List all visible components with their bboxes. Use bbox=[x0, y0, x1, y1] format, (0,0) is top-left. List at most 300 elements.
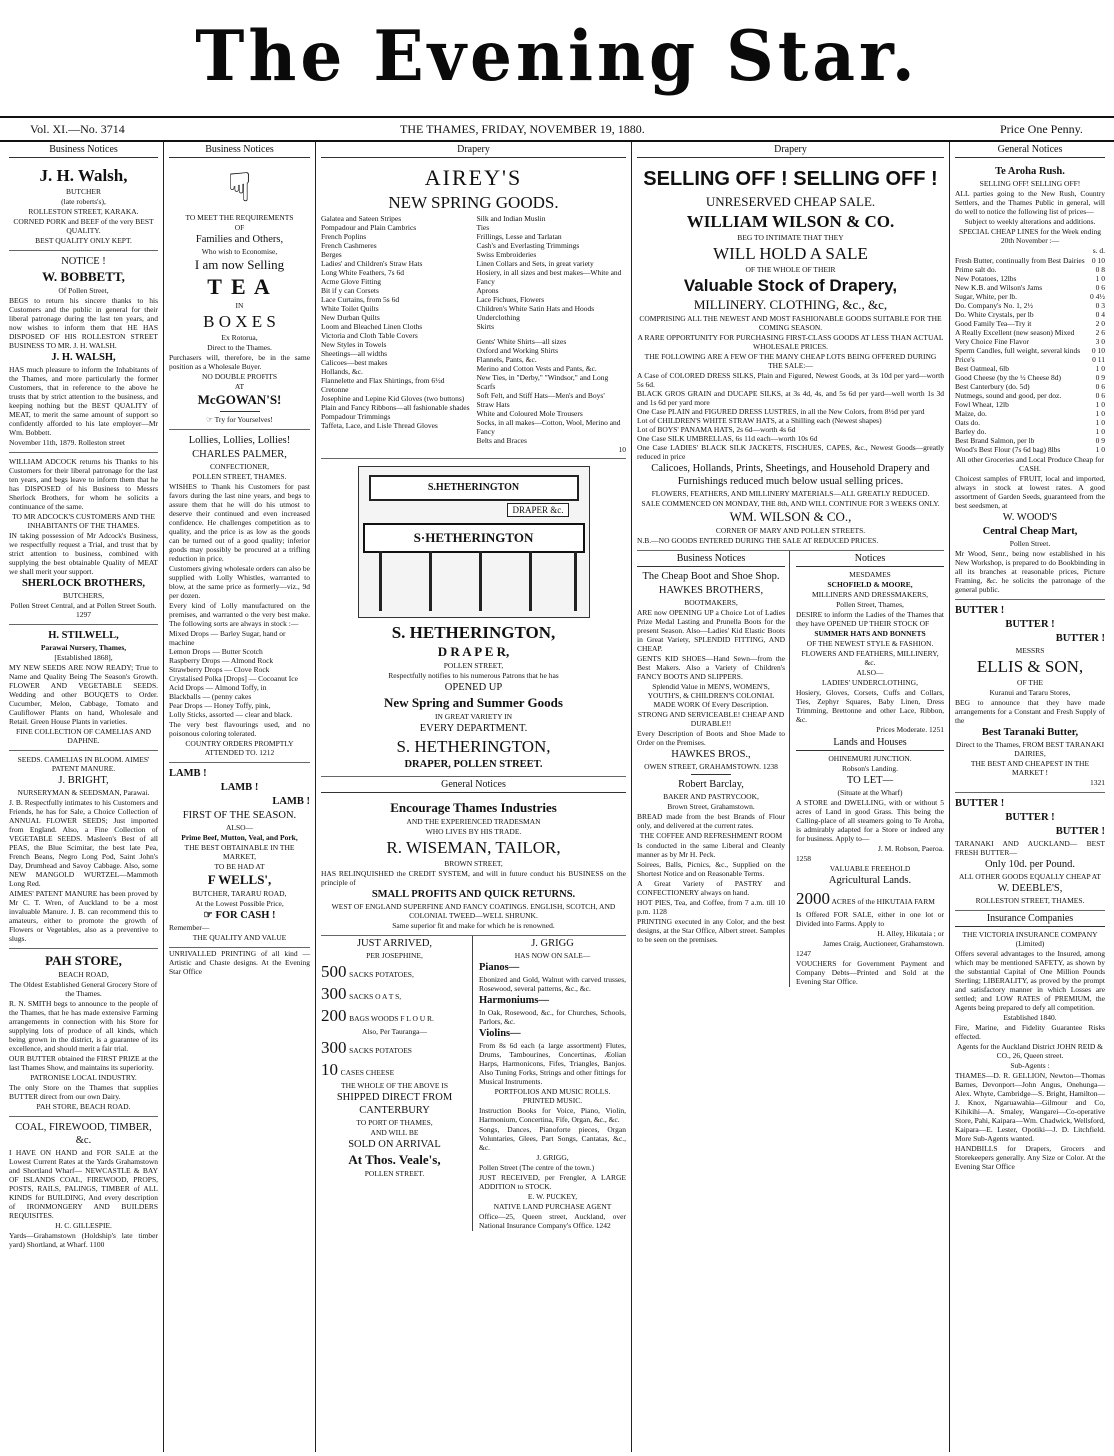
list-item: New Ties, in "Derby," "Windsor," and Long Scarfs bbox=[476, 373, 609, 391]
list-item: Josephine and Lepine Kid Gloves (two buttons) bbox=[321, 394, 465, 403]
ad-text: N.B.—NO GOODS ENTERED DURING THE SALE AT REDUCED PRICES. bbox=[637, 536, 879, 545]
ad-name: WILLIAM WILSON & CO. bbox=[686, 212, 895, 231]
list-item: Linen Collars and Sets, in great variety bbox=[476, 259, 594, 268]
ad-item: 500 SACKS POTATOES, bbox=[321, 962, 414, 981]
ad-street: BROWN STREET, bbox=[444, 859, 503, 868]
shop-illustration bbox=[358, 466, 590, 618]
price-row: Sugar, White, per lb. 0 4½ bbox=[955, 292, 1105, 301]
ad-number: 1258 bbox=[796, 854, 811, 863]
ad-text: COUNTRY ORDERS PROMPTLY ATTENDED TO. 1212 bbox=[185, 739, 294, 757]
ad-text: ☞ Try for Yourselves! bbox=[206, 415, 273, 424]
ad-headline: New Spring and Summer Goods bbox=[384, 695, 563, 710]
section-header: Business Notices bbox=[637, 551, 785, 567]
ad-headline: UNRESERVED CHEAP SALE. bbox=[705, 194, 876, 209]
ad-text: TO PORT OF THAMES, bbox=[356, 1118, 433, 1127]
price: Price One Penny. bbox=[1000, 122, 1083, 136]
walsh-ad bbox=[9, 161, 158, 251]
ad-headline: LAMB ! bbox=[272, 796, 310, 807]
list-item: BLACK GROS GRAIN and DUCAPE SILKS, at 3s 4d, 4s, and 5s 6d per yard—well worth 1s 3d and 1s 6d per yard more bbox=[637, 389, 944, 407]
ad-text: Established 1840. bbox=[1003, 1013, 1057, 1022]
price-row: Wood's Best Flour (7s 6d bag) 8lbs 1 0 bbox=[955, 445, 1105, 454]
price-row: Very Choice Fine Flavor 3 0 bbox=[955, 337, 1105, 346]
section-header: Lands and Houses bbox=[796, 735, 944, 751]
ad-headline: Agricultural Lands. bbox=[828, 875, 912, 886]
ad-body: Offers several advantages to the Insured, among which may be mentioned SAFETY, as shown by the substantial Capital of One Million Pounds Sterling; LIBERALITY, as proved by the prompt and satisfactory manner in which Losses are settled; and LOW RATES of PREMIUM, the Agents being prepared to defy all competition. bbox=[955, 949, 1105, 1012]
list-item: One Case LADIES' BLACK SILK JACKETS, FISCHUES, CAPES, &c., Newest Goods—greatly reduced in price bbox=[637, 443, 944, 461]
ad-street: POLLEN STREET, bbox=[443, 661, 504, 670]
ad-body: DESIRE to inform the Ladies of the Thames that they have OPENED UP THEIR STOCK OF bbox=[796, 610, 944, 628]
ad-text: A RARE OPPORTUNITY FOR PURCHASING FIRST-CLASS GOODS AT LESS THAN ACTUAL WHOLESALE PRICES. bbox=[637, 333, 944, 351]
list-item: Acme Glove Fitting bbox=[321, 277, 381, 286]
ad-body: From 8s 6d each (a large assortment) Flutes, Drums, Tambourines, Concertinas, Æolian Harps, Harmonicons, Fifes, Triangles, Banjos. Also Tuning Forks, Strings and other fittings for Musical Instruments. bbox=[479, 1041, 626, 1086]
list-item: Oxford and Working Shirts bbox=[476, 346, 559, 355]
ad-text: OPENED UP bbox=[444, 682, 503, 693]
pointing-hand-icon: ☞ bbox=[206, 415, 215, 424]
list-item: Cretonne bbox=[321, 385, 349, 394]
ad-text: OF THE WHOLE OF THEIR bbox=[745, 265, 836, 274]
ad-text: PER JOSEPHINE, bbox=[366, 951, 423, 960]
ad-headline: BUTTER ! bbox=[1005, 619, 1055, 630]
ad-body: TARANAKI AND AUCKLAND— BEST FRESH BUTTER— bbox=[955, 839, 1105, 857]
ad-name: H. Alley, Hikutaia ; or bbox=[877, 929, 944, 938]
ad-text: TO BE HAD AT bbox=[214, 862, 265, 871]
ad-headline: SELLING OFF ! SELLING OFF ! bbox=[643, 168, 938, 190]
ad-headline: MILLINERY. CLOTHING, &c., &c, bbox=[693, 297, 888, 312]
ad-text: AND THE EXPERIENCED TRADESMAN bbox=[406, 817, 541, 826]
ad-subtitle: Parawai Nursery, Thames, bbox=[40, 643, 127, 652]
ad-heading: SEEDS. CAMELIAS IN BLOOM. AIMES' PATENT MANURE. bbox=[17, 755, 150, 773]
ad-text: TO MEET THE REQUIREMENTS bbox=[185, 213, 294, 222]
ad-name: HAWKES BROS., bbox=[671, 749, 751, 760]
ad-trade: BUTCHERS, bbox=[62, 591, 105, 600]
ad-name: J. BRIGHT, bbox=[58, 775, 109, 786]
ad-text: OF bbox=[234, 223, 245, 232]
ad-name: E. W. PUCKEY, bbox=[527, 1192, 578, 1201]
ad-headline: NEW SPRING GOODS. bbox=[388, 193, 559, 212]
ad-address: Office—25, Queen street, Auckland, over National Insurance Company's Office. 1242 bbox=[479, 1212, 626, 1230]
ad-body: HAS RELINQUISHED the CREDIT SYSTEM, and will in future conduct his BUSINESS on the principle of bbox=[321, 869, 626, 887]
ad-text: THE FOLLOWING ARE A FEW OF THE MANY CHEAP LOTS BEING OFFERED DURING THE SALE:— bbox=[644, 352, 937, 370]
ad-text: Prime Beef, Mutton, Veal, and Pork, bbox=[181, 833, 298, 842]
columns bbox=[4, 142, 1110, 1454]
price-row: Sperm Candles, full weight, several kinds 0 10 bbox=[955, 346, 1105, 355]
ad-headline: BUTTER ! bbox=[1005, 812, 1055, 823]
ad-text: (Situate at the Wharf) bbox=[837, 788, 903, 797]
ad-name: SHERLOCK BROTHERS, bbox=[21, 578, 146, 589]
list-item: Hollands, &c. bbox=[321, 367, 363, 376]
ad-name: AIREY'S bbox=[424, 165, 523, 190]
ad-text: BEST QUALITY ONLY KEPT. bbox=[35, 236, 132, 245]
ad-headline: WILL HOLD A SALE bbox=[713, 244, 868, 263]
list-item: Mixed Drops — Barley Sugar, hand or machine bbox=[169, 629, 286, 647]
price-row: Best Canterbury (do. 5d) 0 6 bbox=[955, 382, 1105, 391]
ad-body: BREAD made from the best Brands of Flour only, and delivered at the current rates. bbox=[637, 812, 785, 830]
ad-body: OUR BUTTER obtained the FIRST PRIZE at the last Thames Show, and maintains its superiority. bbox=[9, 1054, 158, 1072]
ad-body: Fire, Marine, and Fidelity Guarantee Risks effected. bbox=[955, 1023, 1105, 1041]
newspaper-title: The Evening Star. bbox=[195, 15, 919, 97]
ad-headline: BUTTER ! bbox=[1055, 633, 1105, 644]
ad-address: ROLLESTON STREET, THAMES. bbox=[975, 896, 1085, 905]
list-item: Belts and Braces bbox=[476, 436, 527, 445]
list-item: Galatea and Sateen Stripes bbox=[321, 214, 402, 223]
column-3 bbox=[316, 142, 632, 1452]
ad-text: SALE COMMENCED ON MONDAY, THE 8th, AND WILL CONTINUE FOR 3 WEEKS ONLY. bbox=[641, 499, 940, 508]
ad-headline: Only 10d. per Pound. bbox=[984, 859, 1076, 870]
ad-number: 1321 bbox=[1090, 778, 1105, 787]
ad-text: HAS NOW ON SALE— bbox=[514, 951, 591, 960]
list-item: New Durban Quilts bbox=[321, 313, 380, 322]
lower-split bbox=[637, 551, 944, 987]
ad-item: 10 CASES CHEESE bbox=[321, 1060, 395, 1079]
ad-text: I am now Selling bbox=[194, 257, 285, 272]
pah-store-ad bbox=[9, 949, 158, 1117]
ad-text: ☞ FOR CASH ! bbox=[203, 910, 276, 921]
ad-body: WILLIAM ADCOCK returns his Thanks to his Customers for their liberal patronage for the last ten years, and begs leave to inform them that he has DISPOSED of his Business to Messrs Sherlock Brothers, for whom he solicits a continuance of the same. bbox=[9, 457, 158, 511]
wells-ad bbox=[169, 763, 310, 948]
ad-trade: BUTCHER bbox=[65, 187, 101, 196]
ad-text: OF THE NEWEST STYLE & FASHION. bbox=[806, 639, 934, 648]
list-item: Long White Feathers, 7s 6d bbox=[321, 268, 404, 277]
list-item: Loom and Bleached Linen Cloths bbox=[321, 322, 423, 331]
ad-text: WHO LIVES BY HIS TRADE. bbox=[425, 827, 522, 836]
ad-item: 300 SACKS POTATOES bbox=[321, 1038, 412, 1057]
ad-text: STRONG AND SERVICEABLE! CHEAP AND DURABLE!! bbox=[637, 710, 785, 728]
ad-body: Is Offered FOR SALE, either in one lot or Divided into Farms. Apply to bbox=[796, 910, 944, 928]
price-row: Do. Company's No. 1, 2½ 0 3 bbox=[955, 301, 1105, 310]
list-item: Raspberry Drops — Almond Rock bbox=[169, 656, 274, 665]
ad-body: ALL parties going to the New Rush, Country Settlers, and the Thames Public in general, will do well to notice the following list of prices— bbox=[955, 189, 1105, 216]
list-item: Swiss Embroideries bbox=[476, 250, 537, 259]
ad-body: HANDBILLS for Drapers, Grocers and Storekeepers generally. Any Size or Color. At the Evening Star Office bbox=[955, 1144, 1105, 1171]
ad-trade: CONFECTIONER, bbox=[210, 462, 269, 471]
list-item: Strawberry Drops — Clove Rock bbox=[169, 665, 270, 674]
issue-date: THE THAMES, FRIDAY, NOVEMBER 19, 1880. bbox=[400, 122, 645, 136]
hawkes-column bbox=[637, 551, 790, 987]
ad-name: At Thos. Veale's, bbox=[348, 1152, 441, 1167]
ad-street: Of Pollen Street, bbox=[58, 286, 109, 295]
wood-ad bbox=[955, 161, 1105, 600]
list-item: French Poplins bbox=[321, 232, 367, 241]
list-item: Victoria and Cloth Table Covers bbox=[321, 331, 418, 340]
list-item: White and Coloured Mole Trousers bbox=[476, 409, 583, 418]
ad-headline: BUTTER ! bbox=[1055, 826, 1105, 837]
price-row: Maize, do. 1 0 bbox=[955, 409, 1105, 418]
ad-text: Direct to the Thames, FROM BEST TARANAKI DAIRIES, bbox=[955, 740, 1105, 758]
list-item: Lace Curtains, from 5s 6d bbox=[321, 295, 400, 304]
ad-headline: SUMMER HATS AND BONNETS bbox=[814, 629, 926, 638]
ad-subhead: Violins— bbox=[479, 1028, 521, 1039]
ad-street: Pollen Street, Thames, bbox=[836, 600, 904, 609]
bright-ad bbox=[9, 751, 158, 949]
ad-name: WM. WILSON & CO., bbox=[729, 509, 852, 524]
quantity: 300 bbox=[321, 984, 347, 1003]
ad-name: J. H. WALSH, bbox=[51, 352, 116, 363]
ad-text: Sub-Agents : bbox=[1010, 1061, 1050, 1070]
list-item: Acid Drops — Almond Toffy, in bbox=[169, 683, 267, 692]
ad-body: In Oak, Rosewood, &c., for Churches, Schools, Parlors, &c. bbox=[479, 1008, 626, 1026]
price-row: Good Family Tea—Try it 2 0 bbox=[955, 319, 1105, 328]
ad-headline: Valuable Stock of Drapery, bbox=[683, 276, 898, 295]
price-row: Price's 0 11 bbox=[955, 355, 1105, 364]
price-row: Prime salt do. 0 8 bbox=[955, 265, 1105, 274]
list-item: Aprons bbox=[476, 286, 499, 295]
ad-headline: Lollies, Lollies, Lollies! bbox=[188, 435, 291, 446]
ad-street: Pollen Street. bbox=[1009, 539, 1051, 548]
ad-street: BEACH ROAD, bbox=[58, 970, 109, 979]
ad-body: The very best flavourings used, and no poisonous coloring tolerated. bbox=[169, 720, 310, 738]
list-item: Lot of CHILDREN'S WHITE STRAW HATS, at a Shilling each (Newest shapes) bbox=[637, 416, 882, 425]
adcock-ad bbox=[9, 453, 158, 625]
ad-body: A Great Variety of PASTRY and CONFECTIONERY always on hand. bbox=[637, 879, 785, 897]
ad-address: PAH STORE, BEACH ROAD. bbox=[36, 1102, 131, 1111]
ad-body: HAS much pleasure to inform the Inhabitants of the Thames, and more particularly the former Customers, that in reference to the above he trusts that by strict attention to the business, and keeping nothing but the BEST QUALITY of MEAT, to merit the same amount of support so confidently afforded to his late employer—Mr Wm. Bobbett. bbox=[9, 365, 158, 437]
ad-text: SHIPPED DIRECT FROM CANTERBURY bbox=[336, 1092, 453, 1116]
quantity: 2000 bbox=[796, 889, 830, 908]
palmer-ad bbox=[169, 430, 310, 763]
ad-text: NO DOUBLE PROFITS bbox=[201, 372, 277, 381]
ad-headline: Best Taranaki Butter, bbox=[981, 727, 1079, 738]
shop-roof-sign: S.HETHERINGTON bbox=[369, 475, 579, 501]
quantity: 500 bbox=[321, 962, 347, 981]
ad-text: SPECIAL CHEAP LINES for the Week ending 20th November :— bbox=[958, 227, 1102, 245]
ad-name: McGOWAN'S! bbox=[197, 392, 282, 407]
list-item: Bit if y can Corsets bbox=[321, 286, 379, 295]
ad-body: BEGS to return his sincere thanks to his Customers and the public in general for their liberal patronage during the last ten years, and now wishes to inform them that HE HAS DISPOSED OF HIS ROLLESTON STREET BUSINESS TO MR. J. H. WALSH. bbox=[9, 296, 158, 350]
list-item: Lot of BOYS' PANAMA HATS, 2s 6d—worth 4s 6d bbox=[637, 425, 796, 434]
ad-item: 200 BAGS WOODS F L O U R. bbox=[321, 1006, 434, 1025]
mcgowan-ad bbox=[169, 161, 310, 430]
list-item: Pear Drops — Honey Toffy, pink, bbox=[169, 701, 271, 710]
ad-heading: PATRONISE LOCAL INDUSTRY. bbox=[30, 1073, 137, 1082]
ad-body: Songs, Dances, Pianoforte pieces, Organ Voluntaries, Glees, Part Songs, Cantatas, &c., &c. bbox=[479, 1125, 626, 1152]
airey-goods-list bbox=[321, 214, 626, 454]
pointing-hand-icon: ☟ bbox=[227, 165, 252, 210]
victoria-insurance-ad bbox=[955, 930, 1105, 1171]
ad-street: ROLLESTON STREET, KARAKA. bbox=[28, 207, 139, 216]
list-item: Pompadour and Plain Cambrics bbox=[321, 223, 417, 232]
list-item: Crystalised Polka [Drops] — Cocoanut Ice bbox=[169, 674, 298, 683]
list-item: Lemon Drops — Butter Scotch bbox=[169, 647, 263, 656]
list-item: Flannels, Pants, &c. bbox=[476, 355, 537, 364]
ad-street: POLLEN STREET, THAMES. bbox=[192, 472, 287, 481]
list-item: Hosiery, in all sizes and best makes—White and Fancy bbox=[476, 268, 622, 286]
ad-text: Also, Per Tauranga— bbox=[362, 1027, 427, 1036]
ad-name: J. H. Walsh, bbox=[39, 166, 128, 185]
column-1 bbox=[4, 142, 164, 1452]
ad-headline: BUTTER ! bbox=[955, 605, 1005, 616]
ad-name: R. WISEMAN, TAILOR, bbox=[386, 838, 561, 857]
list-item: Merino and Cotton Vests and Pants, &c. bbox=[476, 364, 597, 373]
ad-text: FLOWERS AND FEATHERS, MILLINERY, &c. bbox=[801, 649, 939, 667]
list-item: Socks, in all makes—Cotton, Wool, Merino and Fancy bbox=[476, 418, 621, 436]
ad-street: Brown Street, Grahamstown. bbox=[667, 802, 755, 811]
notice-heading: NOTICE ! bbox=[61, 256, 106, 267]
dateline bbox=[0, 116, 1114, 142]
ad-body: IN taking possession of Mr Adcock's Business, we respectfully request a Trial, and trust that by strict attention to business, combined with supplying the best obtainable Quality of MEAT we shall merit your support. bbox=[9, 531, 158, 576]
ad-name: HAWKES BROTHERS, bbox=[658, 585, 764, 596]
ad-trade: BAKER AND PASTRYCOOK, bbox=[663, 792, 759, 801]
ad-trade: MILLINERS AND DRESSMAKERS, bbox=[811, 590, 929, 599]
price-row: Fowl Wheat, 12lb 1 0 bbox=[955, 400, 1105, 409]
price-row: A Really Excellent (new season) Mixed 2 6 bbox=[955, 328, 1105, 337]
list-item: Calicoes—best makes bbox=[321, 358, 388, 367]
price-columns: s. d. bbox=[1092, 246, 1105, 255]
masthead bbox=[0, 0, 1114, 112]
ad-address: Pollen Street Central, and at Pollen Street South. 1297 bbox=[10, 601, 157, 619]
schofield-column bbox=[796, 551, 944, 987]
ad-text: Robson's Landing. bbox=[842, 764, 898, 773]
ad-text: THE BEST OBTAINABLE IN THE MARKET, bbox=[184, 843, 295, 861]
volume-number: Vol. XI.—No. 3714 bbox=[30, 122, 125, 136]
ad-text: MESDAMES bbox=[849, 570, 891, 579]
ad-text: SELLING OFF! SELLING OFF! bbox=[979, 179, 1081, 188]
ellis-ad bbox=[955, 600, 1105, 793]
ad-text: Who wish to Economise, bbox=[201, 247, 278, 256]
list-item: Flannelette and Flax Shirtings, from 6½d bbox=[321, 376, 445, 385]
ad-street: POLLEN STREET. bbox=[364, 1169, 425, 1178]
ad-text: CORNED PORK and BEEF of the very BEST QUALITY. bbox=[13, 217, 154, 235]
ad-body: HOT PIES, Tea, and Coffee, from 7 a.m. till 10 p.m. 1128 bbox=[637, 898, 785, 916]
ad-text: IN bbox=[235, 301, 244, 310]
lolly-list bbox=[169, 629, 310, 719]
ad-body: MY NEW SEEDS ARE NOW READY; True to Name and Quality Being The Season's Growth. FLOWER AND VEGETABLE SEEDS. Wedding and other BOUQETS to Order. Cucumber, Melon, Cabbage, Tomato and Cauliflower Plants on hand, Wholesale and Retail. Green House Plants in varieties. bbox=[9, 663, 158, 726]
ad-name: PAH STORE, bbox=[45, 953, 122, 968]
ad-name: W. DEEBLE'S, bbox=[997, 883, 1063, 894]
bobbett-ad bbox=[9, 251, 158, 453]
ad-text: VALUABLE FREEHOLD bbox=[829, 864, 911, 873]
ad-body: BEG to announce that they have made arrangements for a Constant and Fresh Supply of the bbox=[955, 698, 1105, 725]
ad-text: JUST RECEIVED, per Frengler, A LARGE ADDITION to STOCK. bbox=[479, 1173, 626, 1191]
ad-name: H. STILWELL, bbox=[48, 630, 119, 641]
goods-right bbox=[477, 214, 627, 454]
column-2 bbox=[164, 142, 316, 1452]
ad-name: CHARLES PALMER, bbox=[192, 449, 287, 460]
column-4 bbox=[632, 142, 950, 1452]
ad-text: THE BEST AND CHEAPEST IN THE MARKET ! bbox=[970, 759, 1090, 777]
section-header: Drapery bbox=[637, 142, 944, 158]
ad-text: Prices Moderate. 1251 bbox=[876, 725, 944, 734]
price-row: Best Brand Salmon, per lb 0 9 bbox=[955, 436, 1105, 445]
ad-text: FLOWERS, FEATHERS, AND MILLINERY MATERIALS—ALL GREATLY REDUCED. bbox=[651, 489, 930, 498]
list-item: A Case of COLORED DRESS SILKS, Plain and Figured, Newest Goods, at 3s 10d per yard—worth 5s 6d. bbox=[637, 371, 944, 389]
ad-address: OWEN STREET, GRAHAMSTOWN. 1238 bbox=[644, 762, 778, 771]
ad-heading: TO MR ADCOCK'S CUSTOMERS AND THE INHABITANTS OF THE THAMES. bbox=[12, 512, 155, 530]
price-row: Nutmegs, sound and good, per doz. 0 6 bbox=[955, 391, 1105, 400]
ad-text: MESSRS bbox=[1015, 646, 1045, 655]
ad-headline: LAMB ! bbox=[220, 782, 259, 793]
ad-text: IN GREAT VARIETY IN bbox=[434, 712, 512, 721]
shop-front-sign: S·HETHERINGTON bbox=[363, 523, 585, 553]
ad-text: JUST ARRIVED, bbox=[356, 938, 433, 949]
ad-name: ELLIS & SON, bbox=[976, 657, 1084, 676]
price-row: Best Oatmeal, 6lb 1 0 bbox=[955, 364, 1105, 373]
list-item: New Styles in Towels bbox=[321, 340, 387, 349]
airey-ad bbox=[321, 161, 626, 459]
ad-text: AND WILL BE bbox=[370, 1128, 419, 1137]
ad-trade: BUTCHER, TARARU ROAD, bbox=[192, 889, 287, 898]
section-header: Drapery bbox=[321, 142, 626, 158]
ad-text: SOLD ON ARRIVAL bbox=[348, 1139, 441, 1150]
ad-body: AIMES' PATENT MANURE has been proved by Mr C. T. Wren, of Auckland to be a most invaluable Manure. J. B. can recommend this to amateurs, either to promote the growth of Flowers or Vegetables, also as a preventive to slugs. bbox=[9, 889, 158, 943]
price-row: Fresh Butter, continually from Best Dairies 0 10 bbox=[955, 256, 1105, 265]
ad-address: Yards—Grahamstown (Holdship's late timber yard) Shortland, at Wharf. 1100 bbox=[9, 1231, 158, 1249]
section-header: General Notices bbox=[321, 777, 626, 793]
ad-headline: OHINEMURI JUNCTION. bbox=[828, 754, 912, 763]
ad-text: Kuranui and Tararu Stores, bbox=[989, 688, 1071, 697]
ad-trade: BOOTMAKERS, bbox=[684, 598, 738, 607]
ad-text: All other Groceries and Local Produce Cheap for CASH. bbox=[956, 455, 1104, 473]
ad-name: THE VICTORIA INSURANCE COMPANY (Limited) bbox=[962, 930, 1098, 948]
ad-body: Every kind of Lolly manufactured on the premises, and warranted o the very best make. The following sorts are always in stock :— bbox=[169, 601, 310, 628]
ad-name: S. HETHERINGTON, bbox=[396, 737, 551, 756]
ad-text: Agents for the Auckland District JOHN REID & CO., 26, Queen street. bbox=[956, 1042, 1104, 1060]
ad-number: 10 bbox=[618, 445, 626, 454]
ad-headline: Te Aroha Rush. bbox=[995, 166, 1065, 177]
ad-name: J. GRIGG bbox=[531, 938, 574, 949]
ad-text: Subject to weekly alterations and additions. bbox=[964, 217, 1096, 226]
ad-body: Customers giving wholesale orders can also be supplied with Lolly Whistles, warranted to blow, at the same price as formerly—viz., 9d per dozen. bbox=[169, 564, 310, 600]
shop-side-sign: DRAPER &c. bbox=[507, 503, 568, 517]
ad-text: WEST OF ENGLAND SUPERFINE AND FANCY COATINGS. ENGLISH, SCOTCH, AND COLONIAL TWEED—WELL SHRUNK. bbox=[331, 902, 616, 920]
list-item: Sheetings—all widths bbox=[321, 349, 388, 358]
list-item: Plain and Fancy Ribbons—all fashionable shades bbox=[321, 403, 470, 412]
ad-headline: SMALL PROFITS AND QUICK RETURNS. bbox=[371, 889, 576, 900]
price-row: Barley do. 1 0 bbox=[955, 427, 1105, 436]
list-item: Lace Fichues, Flowers bbox=[476, 295, 545, 304]
list-item: Skirts bbox=[476, 322, 495, 331]
ad-body: I HAVE ON HAND and FOR SALE at the Lowest Current Rates at the Yards Grahamstown and Shortland Wharf— NEWCASTLE & BAY OF ISLANDS COAL, FIREWOOD, PROPS, POSTS, RAILS, PALINGS, TIMBER of ALL KINDS for BUILDING, And every description of IRONMONGERY AND BUILDERS REQUISITES. bbox=[9, 1148, 158, 1220]
ad-name: J. M. Robson, Paeroa. bbox=[877, 844, 944, 853]
ad-late: (late roberts's), bbox=[61, 197, 106, 206]
ad-name: S. HETHERINGTON, bbox=[391, 623, 556, 642]
goods-left bbox=[321, 214, 471, 454]
ad-text: Every Description of Boots and Shoe Made to Order on the Premises. bbox=[637, 729, 785, 747]
list-item: Straw Hats bbox=[476, 400, 510, 409]
section-header: General Notices bbox=[955, 142, 1105, 158]
price-row: Oats do. 1 0 bbox=[955, 418, 1105, 427]
ad-est: [Established 1868], bbox=[54, 653, 113, 662]
ad-text: AT bbox=[234, 382, 245, 391]
list-item: Berges bbox=[321, 250, 342, 259]
ad-name: W. BOBBETT, bbox=[42, 269, 125, 284]
list-item: Taffeta, Lace, and Lisle Thread Gloves bbox=[321, 421, 438, 430]
wilson-ad bbox=[637, 161, 944, 551]
ad-name: Robert Barclay, bbox=[678, 779, 744, 790]
ad-text: Ex Rotorua, bbox=[221, 333, 258, 342]
ad-text: LADIES' UNDERCLOTHING, bbox=[822, 678, 918, 687]
ad-text: Remember— bbox=[169, 923, 210, 932]
ad-body: The only Store on the Thames that supplies BUTTER direct from our own Dairy. bbox=[9, 1083, 158, 1101]
quantity: 200 bbox=[321, 1006, 347, 1025]
ad-headline: The Cheap Boot and Shoe Shop. bbox=[642, 571, 780, 582]
ad-text: Calicoes, Hollands, Prints, Sheetings, and Household Drapery and Furnishings reduced much below usual selling prices. bbox=[651, 463, 930, 487]
ad-body: Ebonized and Gold, Walnut with carved trusses, Rosewood, several patterns, &c., &c. bbox=[479, 975, 626, 993]
ad-body: WISHES to Thank his Customers for past favors during the last nine years, and begs to assure them that he will do his utmost to deserve their continued and even increased confidence. He challenges competition as to quality, and the price is as low as the goods can be turned out of a good quality; inferior goods may possibly be procured at a trifling reduction in price. bbox=[169, 482, 310, 563]
section-header: Business Notices bbox=[169, 142, 310, 158]
ad-text: FIRST OF THE SEASON. bbox=[182, 810, 297, 821]
ad-body: A STORE and DWELLING, with or without 5 acres of Land in good Grass. This being the Calling-place of all steamers going to Te Aroha, is admirably adapted for a Store or indeed any for business. Apply to— bbox=[796, 798, 944, 843]
veale-ad bbox=[321, 936, 473, 1231]
list-item: White Toilet Quilts bbox=[321, 304, 379, 313]
ad-body: ARE now OPENING UP a Choice Lot of Ladies Prize Medal Lasting and Prunella Boots for the present Season. Also—Ladies' Kid Elastic Boots in Great Variety, SPLENDID FITTING, AND CHEAP. bbox=[637, 608, 785, 653]
ad-subhead: Harmoniums— bbox=[479, 995, 550, 1006]
ad-item: 300 SACKS O A T S, bbox=[321, 984, 402, 1003]
price-row: Good Cheese (by the ½ Cheese 8d) 0 9 bbox=[955, 373, 1105, 382]
ad-name: SCHOFIELD & MOORE, bbox=[827, 580, 913, 589]
cheap-lots-list bbox=[637, 371, 944, 461]
grigg-ad bbox=[479, 936, 626, 1231]
deeble-ad bbox=[955, 793, 1105, 911]
